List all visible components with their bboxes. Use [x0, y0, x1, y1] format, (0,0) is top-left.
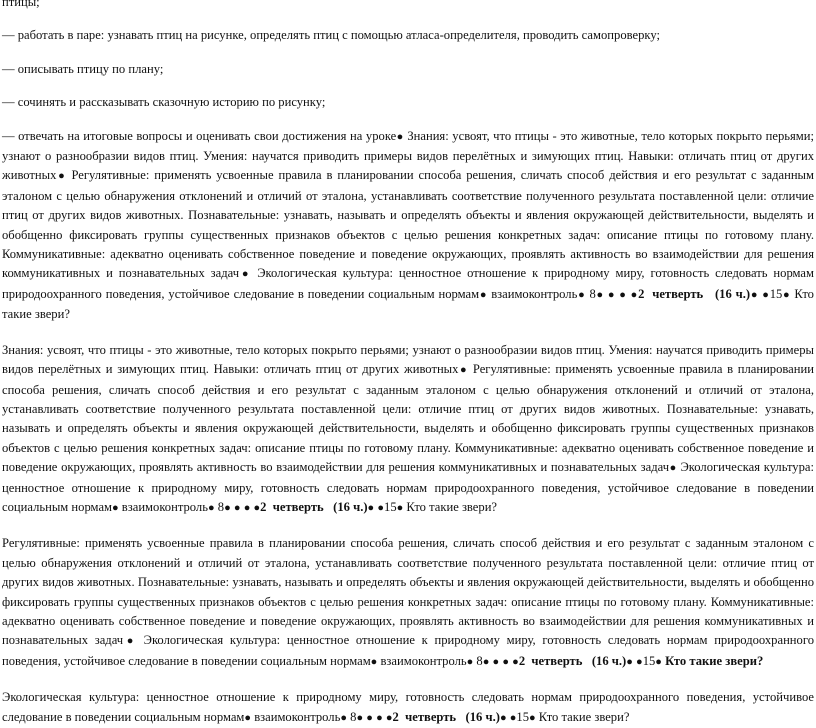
para3-fifteen: 15 — [642, 653, 656, 668]
para4-quarter: четверть — [405, 709, 457, 724]
para1-control: взаимоконтроль — [487, 286, 578, 301]
para2-control: взаимоконтроль — [118, 499, 208, 514]
bullet-icon: ● — [626, 655, 633, 668]
bullet-icon: ● — [112, 501, 119, 514]
para2-hours: (16 ч.) — [333, 499, 368, 514]
bullet-icon: ● — [529, 711, 536, 724]
bullet-icon: ● — [479, 288, 488, 301]
bullet-icon: ● — [630, 288, 639, 301]
bullet-icon: ● — [376, 711, 383, 724]
text-line-pair-work: — работать в паре: узнавать птиц на рисунке, определять птиц с помощью атласа-определителя, проводить самопроверку; — [2, 28, 660, 43]
para4-question: Кто такие звери? — [535, 709, 630, 724]
bullet-icon: ● — [239, 268, 252, 281]
para2-regulative: Регулятивные: применять усвоенные правила в планировании способа решения, сличать способ действия и его результат с заданным эталоном с целью обнаружения отклонений и отличий от эталона, устанавливать соответствие полученного результата поставленной цели: отличие птиц от других видов животных. Познавательные: узнавать, называть и определять объекты и явления окружающей действительности, выделять и обобщенно фиксировать группы существенных признаков объектов с целью решения конкретных задач: описание птицы по готовому плану. Коммуникативные: адекватно оценивать собственное поведение и поведение окружающих, проявлять активность во взаимодействии для решения коммуникативных и познавательных задач — [2, 362, 814, 475]
bullet-icon: ● — [458, 364, 469, 377]
para3-regulative: Регулятивные: применять усвоенные правила в планировании способа решения, сличать способ действия и его результат с заданным эталоном с целью обнаружения отклонений и отличий от эталона, устанавливать соответствие полученного результата поставленной цели: отличие птиц от других видов животных. Познавательные: узнавать, называть и определять объекты и явления окружающей действительности, выделять и обобщенно фиксировать группы существенных признаков объектов с целью решения конкретных задач: описание птицы по готовому плану. Коммуникативные: адекватно оценивать собственное поведение и поведение окружающих, проявлять активность во взаимодействии для решения коммуникативных и познавательных задач — [2, 536, 814, 648]
para3-question: Кто такие звери? — [661, 653, 764, 668]
para1-question: Кто такие звери? — [2, 286, 814, 322]
bullet-icon: ● — [385, 711, 393, 724]
paragraph-outcomes-2 — [2, 341, 814, 519]
bullet-icon: ● — [340, 711, 347, 724]
para2-quarter: четверть — [272, 499, 324, 514]
bullet-icon: ● — [356, 711, 364, 724]
bullet-icon: ● — [607, 288, 616, 301]
paragraph-outcomes-4 — [2, 688, 814, 728]
para3-ecology: Экологическая культура: ценностное отношение к природному миру, готовность следовать нормам природоохранного поведения, устойчивое следование в поведении социальным нормам — [2, 633, 814, 668]
bullet-icon: ● — [619, 288, 627, 301]
bullet-icon: ● — [396, 501, 404, 514]
para2-two: 2 — [260, 499, 267, 514]
bullet-icon: ● — [370, 655, 378, 668]
bullet-icon: ● — [123, 635, 137, 648]
para1-start: — отвечать на итоговые вопросы и оценивать свои достижения на уроке — [2, 128, 397, 143]
bullet-icon: ● — [492, 655, 500, 668]
bullet-icon: ● — [509, 711, 517, 724]
bullet-icon: ● — [636, 655, 643, 668]
paragraph-outcomes-3 — [2, 534, 814, 672]
para4-eight: 8 — [347, 709, 357, 724]
para3-eight: 8 — [473, 653, 483, 668]
paragraph-outcomes-1 — [2, 127, 814, 325]
bullet-icon: ● — [253, 501, 261, 514]
para1-fifteen: 15 — [769, 286, 783, 301]
bullet-icon: ● — [499, 711, 507, 724]
para1-knowledge: Знания: усвоят, что птицы - это животные, тело которых покрыто перьями; узнают о разнообразии видов птиц. Умения: научатся приводить примеры видов перелётных и зимующих птиц. Навыки: отличать птиц от других животных — [2, 128, 814, 183]
para1-regulative: Регулятивные: применять усвоенные правила в планировании способа решения, сличать способ действия и его результат с заданным эталоном с целью обнаружения отклонений и отличий от эталона, устанавливать соответствие полученного результата поставленной цели: отличие птиц от других видов животных. Познавательные: узнавать, называть и определять объекты и явления окружающей действительности, выделять и обобщенно фиксировать группы существенных признаков объектов с целью решения конкретных задач: описание птицы по готовому плану. Коммуникативные: адекватно оценивать собственное поведение и поведение окружающих, проявлять активность во взаимодействии для решения коммуникативных и познавательных задач — [2, 168, 814, 281]
para3-quarter: четверть — [531, 653, 583, 668]
bullet-icon: ● — [224, 501, 231, 514]
bullet-icon: ● — [669, 462, 677, 475]
text-line-describe: — описывать птицу по плану; — [2, 61, 164, 76]
bullet-icon: ● — [396, 130, 404, 143]
bullet-icon: ● — [762, 288, 770, 301]
bullet-icon: ● — [502, 655, 510, 668]
para3-two: 2 — [518, 653, 526, 668]
para4-hours: (16 ч.) — [465, 709, 500, 724]
para2-ecology: Экологическая культура: ценностное отношение к природному миру, готовность следовать нормам природоохранного поведения, устойчивое следование в поведении социальным нормам — [2, 460, 814, 514]
bullet-icon: ● — [233, 501, 241, 514]
para4-control: взаимоконтроль — [251, 709, 341, 724]
bullet-icon: ● — [482, 655, 490, 668]
text-line-birds: птицы; — [2, 0, 40, 9]
bullet-icon: ● — [243, 501, 251, 514]
bullet-icon: ● — [595, 288, 604, 301]
bullet-icon: ● — [56, 170, 67, 183]
bullet-icon: ● — [366, 711, 373, 724]
bullet-icon: ● — [377, 501, 385, 514]
para1-eight: 8 — [585, 286, 596, 301]
para1-hours: (16 ч.) — [714, 286, 751, 301]
para2-knowledge: Знания: усвоят, что птицы - это животные, тело которых покрыто перьями; узнают о разнообразии видов птиц. Умения: научатся приводить примеры видов перелётных и зимующих птиц. Навыки: отличать птиц от других животных — [2, 342, 814, 377]
para1-quarter: четверть — [652, 286, 704, 301]
para3-hours: (16 ч.) — [591, 653, 627, 668]
bullet-icon: ● — [512, 655, 519, 668]
bullet-icon: ● — [655, 655, 662, 668]
bullet-icon: ● — [466, 655, 474, 668]
para2-fifteen: 15 — [384, 499, 397, 514]
para4-two: 2 — [392, 709, 399, 724]
para2-question: Кто такие звери? — [403, 499, 498, 514]
text-line-story: — сочинять и рассказывать сказочную историю по рисунку; — [2, 95, 326, 110]
para4-ecology: Экологическая культура: ценностное отношение к природному миру, готовность следовать нормам природоохранного поведения, устойчивое следование в поведении социальным нормам — [2, 690, 814, 724]
bullet-icon: ● — [577, 288, 586, 301]
bullet-icon: ● — [367, 501, 375, 514]
para1-two: 2 — [638, 286, 645, 301]
para2-eight: 8 — [214, 499, 225, 514]
bullet-icon: ● — [244, 711, 252, 724]
para4-fifteen: 15 — [516, 709, 529, 724]
bullet-icon: ● — [750, 288, 759, 301]
para3-control: взаимоконтроль — [377, 653, 467, 668]
bullet-icon: ● — [782, 288, 791, 301]
bullet-icon: ● — [207, 501, 215, 514]
para1-ecology: Экологическая культура: ценностное отношение к природному миру, готовность следовать нормам природоохранного поведения, устойчивое следование в поведении социальным нормам — [2, 266, 814, 301]
